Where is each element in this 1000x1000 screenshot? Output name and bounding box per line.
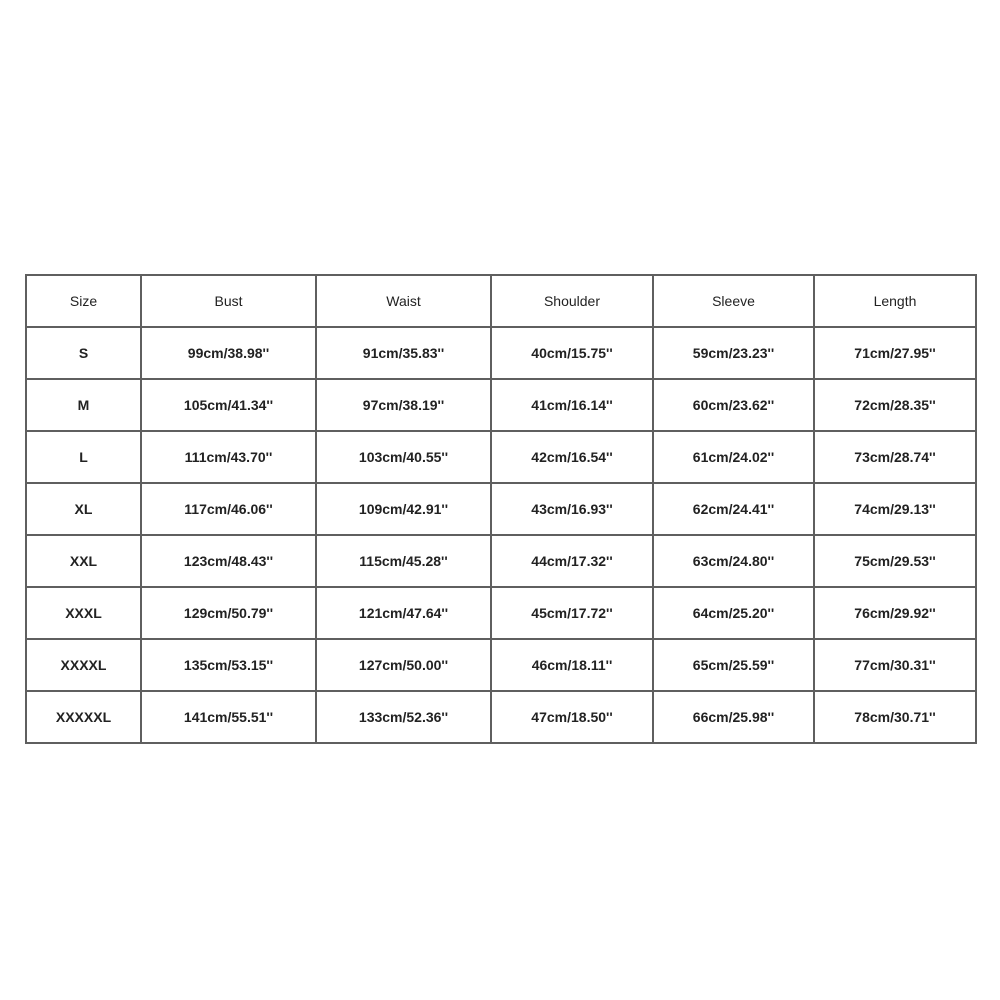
waist-cell: 103cm/40.55''	[316, 431, 491, 483]
bust-cell: 129cm/50.79''	[141, 587, 316, 639]
sleeve-cell: 65cm/25.59''	[653, 639, 814, 691]
shoulder-cell: 46cm/18.11''	[491, 639, 653, 691]
table-row	[26, 587, 976, 639]
length-cell: 77cm/30.31''	[814, 639, 976, 691]
shoulder-cell: 40cm/15.75''	[491, 327, 653, 379]
header-sleeve: Sleeve	[653, 275, 814, 327]
length-cell: 71cm/27.95''	[814, 327, 976, 379]
shoulder-cell: 41cm/16.14''	[491, 379, 653, 431]
waist-cell: 121cm/47.64''	[316, 587, 491, 639]
sleeve-cell: 59cm/23.23''	[653, 327, 814, 379]
length-cell: 72cm/28.35''	[814, 379, 976, 431]
shoulder-cell: 42cm/16.54''	[491, 431, 653, 483]
table-row	[26, 431, 976, 483]
table-row	[26, 691, 976, 743]
header-size: Size	[26, 275, 141, 327]
waist-cell: 133cm/52.36''	[316, 691, 491, 743]
length-cell: 74cm/29.13''	[814, 483, 976, 535]
table-row	[26, 483, 976, 535]
sleeve-cell: 66cm/25.98''	[653, 691, 814, 743]
header-length: Length	[814, 275, 976, 327]
sleeve-cell: 62cm/24.41''	[653, 483, 814, 535]
bust-cell: 99cm/38.98''	[141, 327, 316, 379]
shoulder-cell: 44cm/17.32''	[491, 535, 653, 587]
waist-cell: 115cm/45.28''	[316, 535, 491, 587]
waist-cell: 127cm/50.00''	[316, 639, 491, 691]
bust-cell: 123cm/48.43''	[141, 535, 316, 587]
size-cell: XXXXL	[26, 639, 141, 691]
header-row	[26, 275, 976, 327]
size-cell: XL	[26, 483, 141, 535]
size-chart-table	[25, 274, 977, 744]
size-cell: XXXXXL	[26, 691, 141, 743]
table-row	[26, 379, 976, 431]
table-row	[26, 535, 976, 587]
waist-cell: 97cm/38.19''	[316, 379, 491, 431]
bust-cell: 117cm/46.06''	[141, 483, 316, 535]
length-cell: 78cm/30.71''	[814, 691, 976, 743]
bust-cell: 141cm/55.51''	[141, 691, 316, 743]
shoulder-cell: 47cm/18.50''	[491, 691, 653, 743]
table-row	[26, 639, 976, 691]
sleeve-cell: 60cm/23.62''	[653, 379, 814, 431]
sleeve-cell: 63cm/24.80''	[653, 535, 814, 587]
bust-cell: 135cm/53.15''	[141, 639, 316, 691]
header-shoulder: Shoulder	[491, 275, 653, 327]
table-header	[26, 275, 976, 327]
size-cell: XXL	[26, 535, 141, 587]
shoulder-cell: 45cm/17.72''	[491, 587, 653, 639]
table-row	[26, 327, 976, 379]
waist-cell: 109cm/42.91''	[316, 483, 491, 535]
size-cell: M	[26, 379, 141, 431]
header-waist: Waist	[316, 275, 491, 327]
length-cell: 73cm/28.74''	[814, 431, 976, 483]
length-cell: 76cm/29.92''	[814, 587, 976, 639]
size-cell: L	[26, 431, 141, 483]
length-cell: 75cm/29.53''	[814, 535, 976, 587]
size-cell: S	[26, 327, 141, 379]
shoulder-cell: 43cm/16.93''	[491, 483, 653, 535]
sleeve-cell: 61cm/24.02''	[653, 431, 814, 483]
table-body	[26, 327, 976, 743]
bust-cell: 111cm/43.70''	[141, 431, 316, 483]
bust-cell: 105cm/41.34''	[141, 379, 316, 431]
size-cell: XXXL	[26, 587, 141, 639]
header-bust: Bust	[141, 275, 316, 327]
sleeve-cell: 64cm/25.20''	[653, 587, 814, 639]
waist-cell: 91cm/35.83''	[316, 327, 491, 379]
